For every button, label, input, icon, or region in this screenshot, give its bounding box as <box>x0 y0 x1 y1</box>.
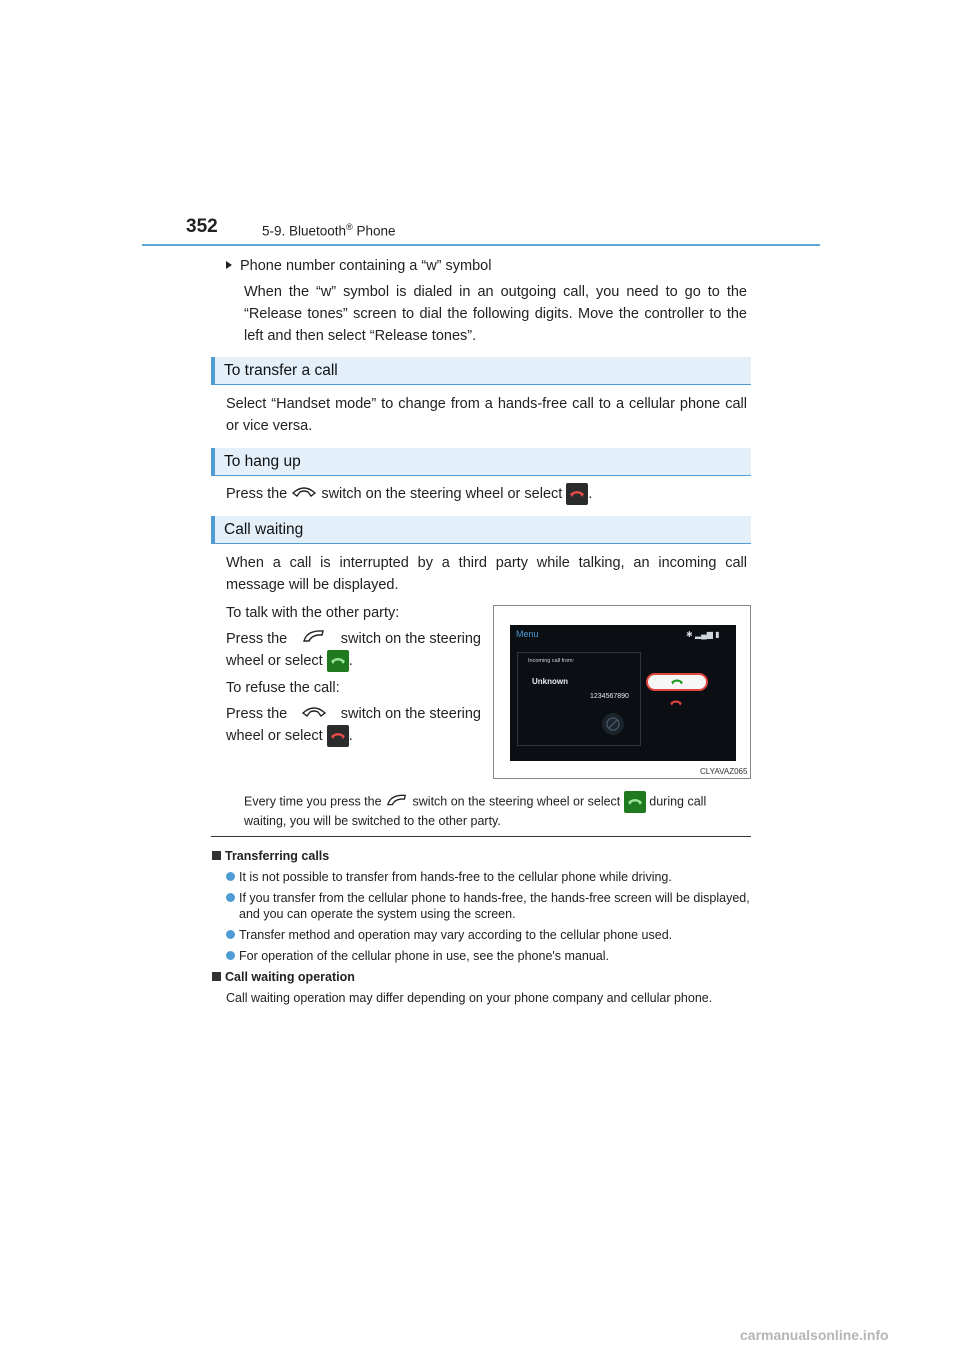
incoming-call-panel <box>517 652 641 746</box>
transferring-note-item: If you transfer from the cellular phone to hands-free, the hands-free screen will be displayed, and you can operate the system using the screen. <box>226 890 751 922</box>
transferring-note-item: Transfer method and operation may vary according to the cellular phone used. <box>226 927 751 943</box>
talk-instruction-line2: wheel or select . <box>226 650 353 672</box>
transferring-note-item: For operation of the cellular phone in use, see the phone's manual. <box>226 948 751 964</box>
chapter-title: 5-9. Bluetooth® Phone <box>262 222 396 239</box>
square-bullet-icon <box>212 851 221 860</box>
triangle-bullet-icon <box>226 261 232 269</box>
answer-call-button-icon <box>327 650 349 672</box>
bluetooth-icon: ✱ <box>686 630 693 639</box>
signal-icon: ▂▄▆ <box>694 630 713 639</box>
talk-label: To talk with the other party: <box>226 605 400 621</box>
steering-talk-switch-icon <box>301 628 327 651</box>
refuse-instruction-line2: wheel or select . <box>226 725 353 747</box>
watermark: carmanualsonline.info <box>740 1327 889 1343</box>
answer-phone-icon <box>670 677 684 687</box>
section-heading-call-waiting: Call waiting <box>211 516 751 544</box>
section-heading-transfer: To transfer a call <box>211 357 751 385</box>
screen-status-icons <box>686 630 720 639</box>
screen-incoming-label: Incoming call from: <box>528 658 575 664</box>
circle-bullet-icon <box>226 893 235 902</box>
battery-icon: ▮ <box>715 630 720 639</box>
talk-instruction-line1: Press the switch on the steering <box>226 628 481 651</box>
refuse-instruction-line1: Press the switch on the steering <box>226 703 481 725</box>
refuse-label: To refuse the call: <box>226 680 340 696</box>
transferring-calls-title: Transferring calls <box>212 848 329 864</box>
decline-phone-icon <box>669 698 683 708</box>
screen-caller-number: 1234567890 <box>590 693 629 700</box>
answer-call-button-icon <box>624 791 646 813</box>
steering-hangup-switch-icon <box>301 703 327 725</box>
screen-menu-label: Menu <box>516 629 539 639</box>
transferring-note-item: It is not possible to transfer from hands-free to the cellular phone while driving. <box>226 869 751 885</box>
screen-caller-name: Unknown <box>532 677 568 686</box>
call-waiting-text: When a call is interrupted by a third party while talking, an incoming call message will be displayed. <box>226 555 747 593</box>
intro-item-text: When the “w” symbol is dialed in an outgoing call, you need to go to the “Release tones” screen to dial the following digits. Move the controller to the left and then select “Release tones”. <box>244 284 747 344</box>
circle-bullet-icon <box>226 951 235 960</box>
circle-bullet-icon <box>226 872 235 881</box>
steering-hangup-switch-icon <box>291 483 317 505</box>
square-bullet-icon <box>212 972 221 981</box>
hangup-text: Press the switch on the steering wheel or select . <box>226 483 592 505</box>
screen-decline-button[interactable] <box>669 695 683 713</box>
circle-bullet-icon <box>226 930 235 939</box>
transfer-text: Select “Handset mode” to change from a hands-free call to a cellular phone call or vice versa. <box>226 396 747 434</box>
image-code: CLYAVAZ065 <box>700 767 748 776</box>
section-heading-hangup: To hang up <box>211 448 751 476</box>
end-call-button-icon <box>327 725 349 747</box>
header-rule <box>142 244 820 246</box>
intro-item-title: Phone number containing a “w” symbol <box>226 255 491 277</box>
screen-answer-button[interactable] <box>646 673 708 691</box>
end-call-button-icon <box>566 483 588 505</box>
steering-talk-switch-icon <box>385 792 409 812</box>
call-waiting-operation-text: Call waiting operation may differ depending on your phone company and cellular phone. <box>226 991 713 1005</box>
notes-divider <box>211 836 751 837</box>
page-number: 352 <box>186 216 218 237</box>
call-waiting-note: Every time you press the switch on the steering wheel or select during call waiting, you will be switched to the other party. <box>244 791 747 829</box>
call-waiting-operation-title: Call waiting operation <box>212 969 355 985</box>
